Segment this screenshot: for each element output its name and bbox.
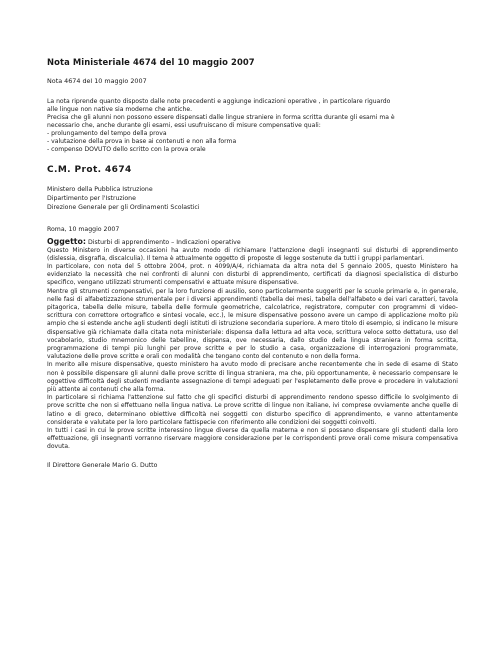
ministry-block	[47, 185, 458, 213]
body-paragraph: In particolare, con nota del 5 ottobre 2004, prot. n 4099/A/4, richiamata da altra nota del 5 gennaio 2005, questo Ministero ha evidenziato la necessità che nei confronti di alunni con disturbi di apprendimento, certificati da diagnosi specialistica di disturbo specifico, vengano utilizzati strumenti compensativi e attuate misure dispensative.	[47, 263, 458, 287]
signature: Il Direttore Generale Mario G. Dutto	[47, 461, 158, 469]
body-paragraph: In merito alle misure dispensative, questo ministero ha avuto modo di precisare anche recentemente che in sede di esame di Stato non è possibile dispensare gli alunni dalle prove scritte di lingua straniera, ma che, più opportunamente, è necessario compensare le oggettive difficoltà degli studenti mediante assegnazione di tempi adeguati per l'espletamento delle prove e procedere in valutazioni più attente ai contenuti che alla forma.	[47, 361, 458, 394]
body-paragraph: In tutti i casi in cui le prove scritte interessino lingue diverse da quella materna e non si possano dispensare gli studenti dalla loro effettuazione, gli insegnanti vorranno riservare maggiore considerazione per le corrispondenti prove orali come misura compensativa dovuta.	[47, 427, 458, 451]
intro-section	[47, 98, 458, 154]
body-paragraph: Mentre gli strumenti compensativi, per la loro funzione di ausilio, sono particolarmente suggeriti per le scuole primarie e, in generale, nelle fasi di alfabetizzazione strumentale per i diversi apprendimenti (tabella dei mesi, tabella dell'alfabeto e dei vari caratteri, tavola pitagorica, tabella delle misure, tabella delle formule geometriche, calcolatrice, registratore, computer con programmi di video-scrittura con correttore ortografico e sintesi vocale, ecc.), le misure dispensative possono avere un campo di applicazione molto più ampio che si estende anche agli studenti degli istituti di istruzione secondaria superiore. A mero titolo di esempio, si indicano le misure dispensative già richiamate dalla citata nota ministeriale: dispensa dalla lettura ad alta voce, scrittura veloce sotto dettatura, uso del vocabolario, studio mnemonico delle tabelline, dispensa, ove necessaria, dallo studio della lingua straniera in forma scritta, programmazione di tempi più lunghi per prove scritte e per lo studio a casa, organizzazione di interrogazioni programmate, valutazione delle prove scritte e orali con modalità che tengano conto del contenuto e non della forma.	[47, 287, 458, 361]
intro-bullet: - compenso DOVUTO dello scritto con la prova orale	[47, 146, 206, 153]
subject-text: Disturbi di apprendimento – Indicazioni operative	[86, 238, 241, 246]
subject-line	[47, 237, 458, 246]
ministry-line: Ministero della Pubblica Istruzione	[47, 186, 153, 193]
ministry-line: Dipartimento per l'Istruzione	[47, 195, 136, 203]
intro-line: Precisa che gli alunni non possono essere dispensati dalle lingue straniere in forma scritta durante gli esami ma è	[47, 114, 395, 121]
body-paragraph: In particolare si richiama l'attenzione sul fatto che gli specifici disturbi di apprendimento rendono spesso difficile lo svolgimento di prove scritte che non si effettuano nella lingua nativa. Le prove scritte di lingue non italiane, ivi comprese ovviamente anche quelle di latino e di greco, determinano obiettive difficoltà nei soggetti con disturbo specifico di apprendimento, e vanno attentamente considerate e valutate per la loro particolare fattispecie con riferimento alle condizioni dei soggetti coinvolti.	[47, 394, 458, 426]
document-subtitle: Nota 4674 del 10 maggio 2007	[47, 77, 147, 85]
intro-line: necessario che, anche durante gli esami, essi usufruiscano di misure compensative quali:	[47, 122, 321, 129]
intro-bullet: - valutazione della prova in base ai contenuti e non alla forma	[47, 138, 237, 145]
circular-heading: C.M. Prot. 4674	[47, 165, 132, 175]
ministry-line: Direzione Generale per gli Ordinamenti Scolastici	[47, 204, 200, 212]
intro-line: alle lingue non native sia moderne che antiche.	[47, 106, 193, 113]
document-title: Nota Ministeriale 4674 del 10 maggio 2007	[47, 57, 255, 67]
intro-bullet: - prolungamento del tempo della prova	[47, 130, 167, 137]
body-paragraph: Questo Ministero in diverse occasioni ha avuto modo di richiamare l'attenzione degli insegnanti sui disturbi di apprendimento (dislessia, disgrafia, discalculia). Il tema è attualmente oggetto di proposte di legge sostenute da tutti i gruppi parlamentari.	[47, 246, 458, 262]
document-date: Roma, 10 maggio 2007	[47, 225, 120, 233]
subject-label: Oggetto:	[47, 236, 87, 246]
intro-line: La nota riprende quanto disposto dalle note precedenti e aggiunge indicazioni operative , in particolare riguardo	[47, 98, 391, 105]
